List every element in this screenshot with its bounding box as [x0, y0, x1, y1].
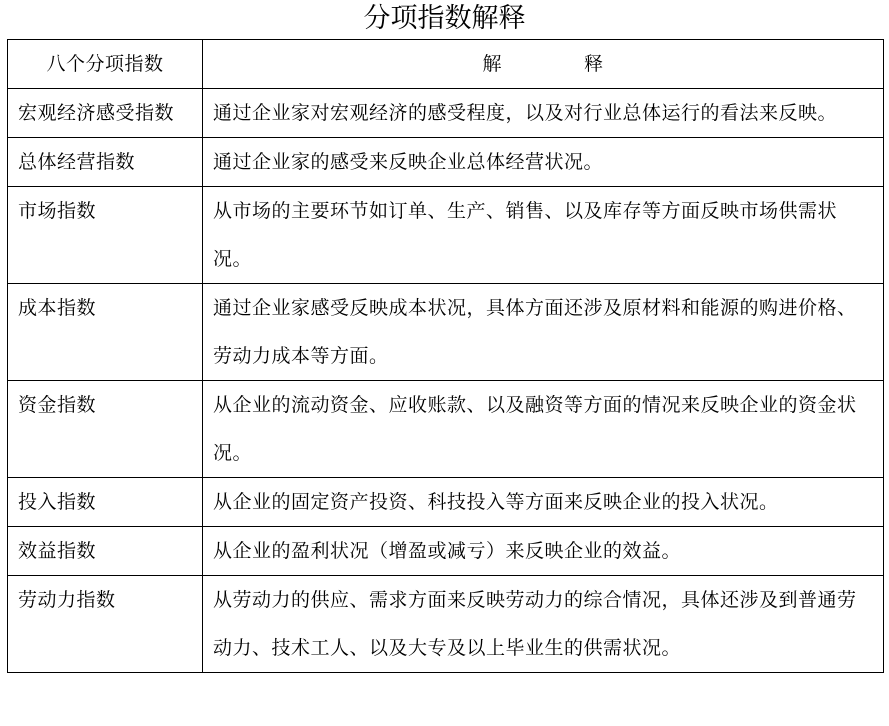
table-row [8, 478, 884, 527]
table-header-row [8, 40, 884, 89]
table-row [8, 576, 884, 673]
index-name-cell: 市场指数 [8, 187, 203, 284]
table-row [8, 138, 884, 187]
index-desc-cell: 从企业的盈利状况（增盈或减亏）来反映企业的效益。 [203, 527, 884, 576]
index-desc-cell: 通过企业家对宏观经济的感受程度，以及对行业总体运行的看法来反映。 [203, 89, 884, 138]
index-desc-cell: 通过企业家感受反映成本状况，具体方面还涉及原材料和能源的购进价格、劳动力成本等方面。 [203, 284, 884, 381]
index-name-cell: 劳动力指数 [8, 576, 203, 673]
header-desc-left: 解 [482, 53, 502, 75]
table-row [8, 187, 884, 284]
table-row [8, 284, 884, 381]
header-desc-right: 释 [584, 53, 604, 75]
index-desc-cell: 从市场的主要环节如订单、生产、销售、以及库存等方面反映市场供需状况。 [203, 187, 884, 284]
table-row [8, 89, 884, 138]
index-name-cell: 总体经营指数 [8, 138, 203, 187]
page-title: 分项指数解释 [363, 3, 526, 34]
index-table [7, 39, 884, 673]
index-name-cell: 效益指数 [8, 527, 203, 576]
table-row [8, 527, 884, 576]
index-name-cell: 投入指数 [8, 478, 203, 527]
index-desc-cell: 通过企业家的感受来反映企业总体经营状况。 [203, 138, 884, 187]
index-name-cell: 成本指数 [8, 284, 203, 381]
index-desc-cell: 从劳动力的供应、需求方面来反映劳动力的综合情况，具体还涉及到普通劳动力、技术工人、以及大专及以上毕业生的供需状况。 [203, 576, 884, 673]
index-name-cell: 资金指数 [8, 381, 203, 478]
index-desc-cell: 从企业的流动资金、应收账款、以及融资等方面的情况来反映企业的资金状况。 [203, 381, 884, 478]
header-name-cell: 八个分项指数 [8, 40, 203, 89]
header-desc-cell [203, 40, 884, 89]
index-name-cell: 宏观经济感受指数 [8, 89, 203, 138]
table-row [8, 381, 884, 478]
index-desc-cell: 从企业的固定资产投资、科技投入等方面来反映企业的投入状况。 [203, 478, 884, 527]
